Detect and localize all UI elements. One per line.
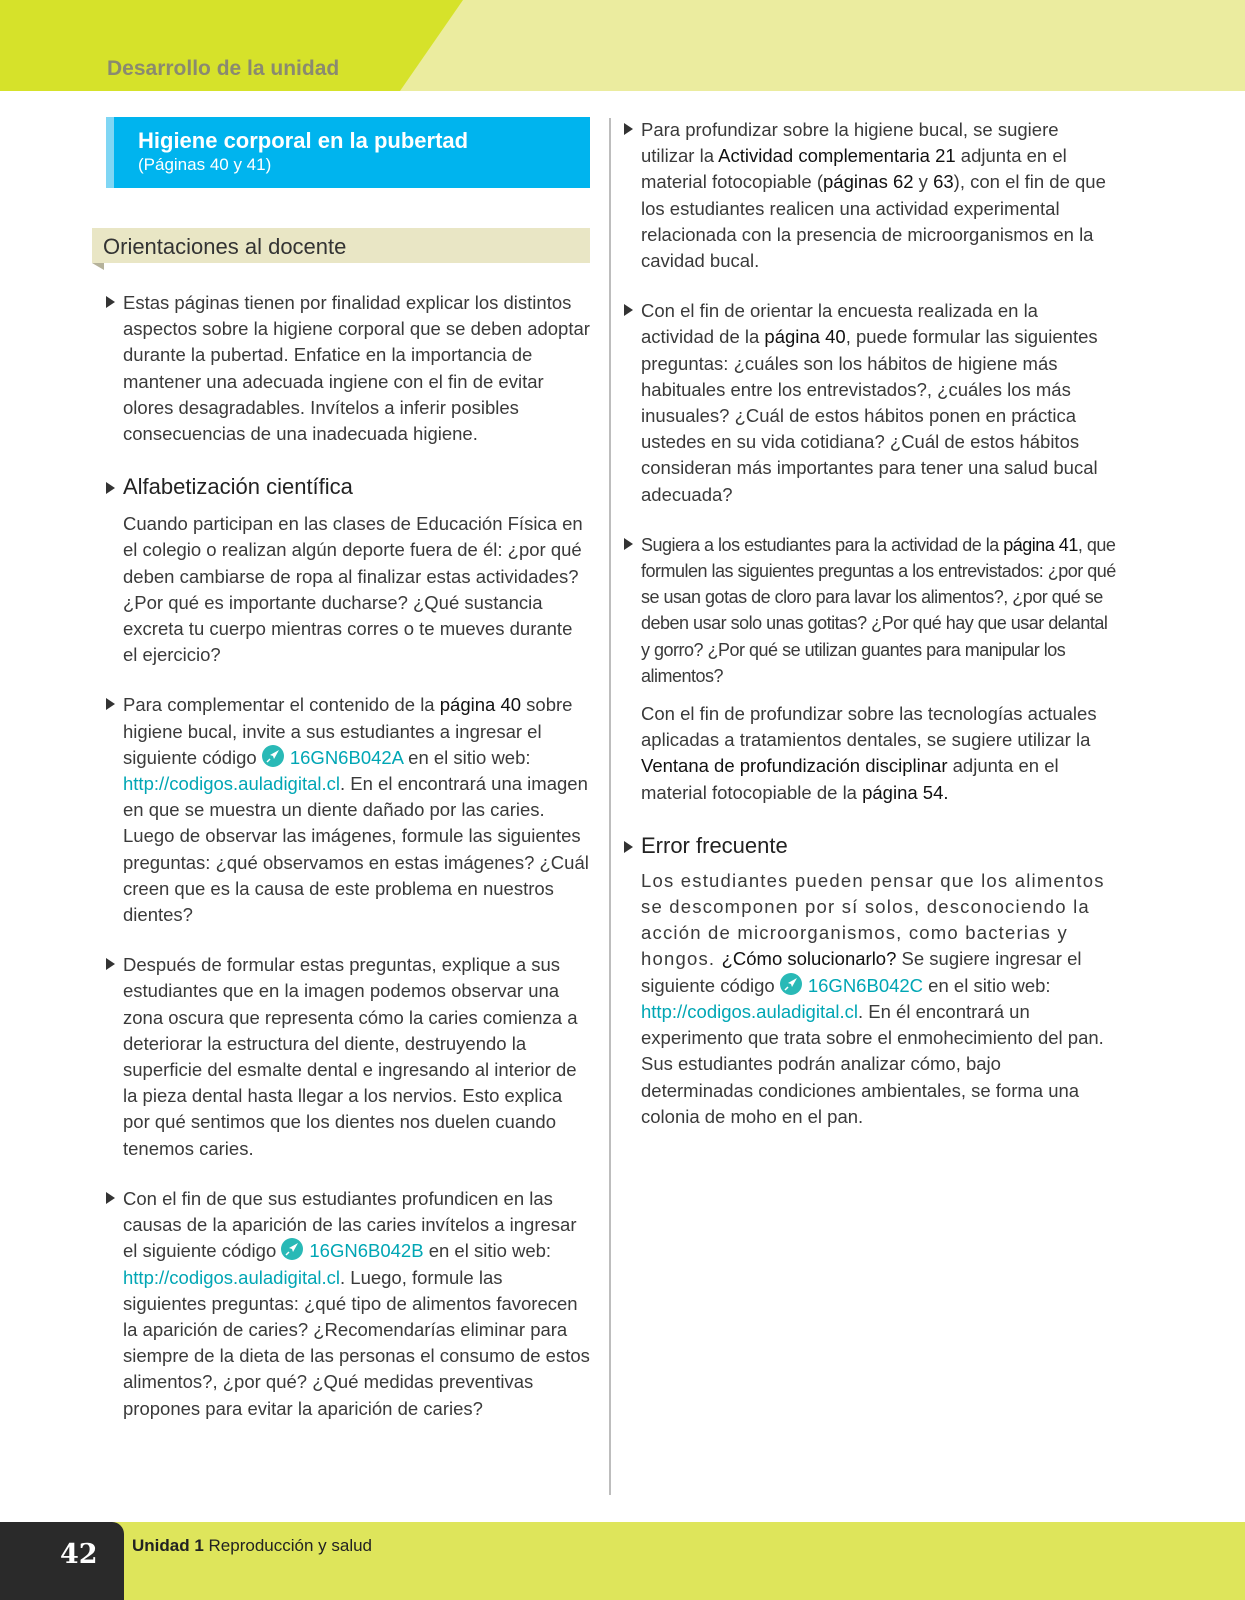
bullet-arrow-icon — [624, 304, 633, 316]
unit-name: Reproducción y salud — [208, 1536, 373, 1555]
text-run: Con el fin de profundizar sobre las tecnologías actuales aplicadas a tratamientos dentales, se sugiere utilizar la — [641, 703, 1097, 751]
text-run: Con el fin de orientar la encuesta realizada en la actividad de la — [641, 300, 1038, 348]
text-run: Sugiera a los estudiantes para la actividad de la — [641, 534, 1004, 555]
paragraph-text: Después de formular estas preguntas, explique a sus estudiantes que en la imagen podemos observar una zona oscura que representa cómo la caries comienza a deteriorar la estructura del diente, destruyendo la superficie del esmalte dental e ingresando al interior de la pieza dental hasta llegar a los nervios. Esto explica por qué sentimos que los dientes nos duelen cuando tenemos caries. — [123, 954, 578, 1159]
code-16GN6B042C: 16GN6B042C — [807, 974, 924, 996]
right-column — [624, 117, 1116, 1130]
paragraph-intro — [106, 290, 590, 447]
text-run: . Luego, formule las siguientes preguntas: ¿qué tipo de alimentos favorecen la aparición de caries? ¿Recomendarías eliminar para siempre de la dieta de las personas el consumo de estos alimentos?, ¿por qué? ¿Qué medidas preventivas propones para evitar la aparición de caries? — [123, 1266, 590, 1419]
page-reference: 63 — [933, 171, 954, 193]
header-band — [0, 0, 1245, 91]
auladigital-link[interactable]: http://codigos.auladigital.cl — [123, 773, 340, 795]
bullet-arrow-icon — [106, 958, 115, 970]
bullet-arrow-icon — [106, 296, 115, 308]
solution-question: ¿Cómo solucionarlo? — [721, 948, 897, 970]
auladigital-link[interactable]: http://codigos.auladigital.cl — [123, 1266, 340, 1288]
topic-box — [106, 117, 590, 188]
paragraph-entrevistados — [624, 532, 1116, 689]
page-reference: página 40 — [439, 694, 522, 716]
alfabetizacion-heading — [106, 473, 590, 501]
topic-pages: (Páginas 40 y 41) — [138, 155, 272, 174]
text-run: . En el encontrará una imagen en que se muestra un diente dañado por las caries. Luego de observar las imágenes, formule las siguientes preguntas: ¿qué observamos en estas imágenes? ¿Cuál creen que es la causa de este problema en nuestros dientes? — [123, 773, 589, 926]
text-run: Los estudiantes pueden pensar que los alimentos se descomponen por sí solos, desconociendo la acción de microorganismos, como bacterias y hongos. — [641, 869, 1105, 970]
page-reference: página 41 — [1003, 534, 1078, 555]
text-run: . En él encontrará un experimento que trata sobre el enmohecimiento del pan. Sus estudiantes podrán analizar cómo, bajo determinadas condiciones ambientales, se forma una colonia de moho en el pan. — [641, 1000, 1104, 1127]
text-run: adjunta en el material fotocopiable de la — [641, 755, 1059, 803]
footer-unit — [132, 1536, 372, 1556]
bullet-arrow-icon — [624, 123, 633, 135]
error-frecuente-text — [624, 868, 1116, 1130]
bullet-arrow-icon — [624, 841, 633, 853]
auladigital-link[interactable]: http://codigos.auladigital.cl — [641, 1000, 858, 1022]
text-run: Para complementar el contenido de la — [123, 694, 440, 716]
left-column — [103, 117, 590, 1422]
text-run: en el sitio web: — [423, 1240, 552, 1262]
bullet-arrow-icon — [106, 698, 115, 710]
text-run: en el sitio web: — [403, 746, 531, 768]
text-run: en el sitio web: — [923, 974, 1051, 996]
topic-title: Higiene corporal en la pubertad — [138, 128, 469, 153]
page-reference: páginas 62 — [823, 171, 914, 193]
code-16GN6B042A: 16GN6B042A — [289, 746, 404, 768]
text-run: Con el fin de que sus estudiantes profundicen en las causas de la aparición de las caries invítelos a ingresar el siguiente código — [123, 1187, 577, 1262]
code-16GN6B042B: 16GN6B042B — [309, 1240, 424, 1262]
alfabetizacion-text — [106, 511, 590, 668]
orientaciones-title: Orientaciones al docente — [103, 234, 347, 259]
unit-label: Unidad 1 — [132, 1536, 204, 1555]
rocket-icon — [780, 973, 802, 995]
footer-band — [0, 1522, 1245, 1600]
text-run: sobre higiene bucal, invite a sus estudiantes a ingresar el siguiente código — [123, 694, 573, 768]
paragraph-text: Cuando participan en las clases de Educación Física en el colegio o realizan algún deporte fuera de él: ¿por qué deben cambiarse de ropa al finalizar estas actividades? ¿Por qué es importante ducharse? ¿Qué sustancia excreta tu cuerpo mientras corres o te mueves durante el ejercicio? — [123, 513, 583, 666]
paragraph-code-b — [106, 1186, 590, 1422]
bullet-arrow-icon — [106, 482, 115, 494]
column-divider — [609, 118, 611, 1495]
text-run: ), con el fin de que los estudiantes realicen una actividad experimental relacionada con la presencia de microorganismos en la cavidad bucal. — [641, 171, 1106, 272]
ventana-reference: Ventana de profundización disciplinar — [641, 755, 948, 777]
rocket-icon — [262, 745, 284, 767]
page-number-box — [0, 1522, 124, 1600]
paragraph-code-a — [106, 692, 590, 928]
page-reference: página 40 — [764, 326, 846, 348]
page-number: 42 — [60, 1539, 98, 1570]
text-run: , puede formular las siguientes preguntas: ¿cuáles son los hábitos de higiene más habituales entre los entrevistados?, ¿cuáles los más inusuales? ¿Cuál de estos hábitos ponen en práctica ustedes en su vida cotidiana? ¿Cuál de estos hábitos consideran más importantes para tener una salud bucal adecuada? — [641, 326, 1098, 505]
bullet-arrow-icon — [106, 1192, 115, 1204]
orientaciones-heading — [92, 228, 590, 263]
paragraph-text: Estas páginas tienen por finalidad explicar los distintos aspectos sobre la higiene corporal que se deben adoptar durante la pubertad. Enfatice en la importancia de mantener una adecuada ingiene con el fin de evitar olores desagradables. Invítelos a inferir posibles consecuencias de una inadecuada higiene. — [123, 292, 590, 445]
text-run: y — [913, 171, 934, 193]
rocket-icon — [281, 1238, 303, 1260]
heading-text: Error frecuente — [641, 832, 788, 858]
activity-reference: Actividad complementaria 21 — [718, 145, 956, 167]
error-frecuente-heading — [624, 832, 1116, 860]
text-run: , que formulen las siguientes preguntas a los entrevistados: ¿por qué se usan gotas de cloro para lavar los alimentos?, ¿por qué se deben usar solo unas gotitas? ¿Por qué hay que usar delantal y gorro? ¿Por qué se utilizan guantes para manipular los alimentos? — [641, 534, 1116, 686]
heading-text: Alfabetización científica — [123, 474, 353, 500]
text-run: Se sugiere ingresar el siguiente código — [641, 948, 1082, 996]
paragraph-actividad — [624, 117, 1116, 274]
bullet-arrow-icon — [624, 538, 633, 550]
paragraph-encuesta — [624, 298, 1116, 508]
section-title: Desarrollo de la unidad — [107, 57, 340, 80]
paragraph-caries — [106, 952, 590, 1162]
paragraph-tecnologias — [624, 701, 1116, 806]
text-run: adjunta en el material fotocopiable ( — [641, 145, 1067, 193]
text-run: Para profundizar sobre la higiene bucal, se sugiere utilizar la — [641, 119, 1059, 167]
page-reference: página 54. — [862, 781, 949, 803]
fold-decoration — [92, 263, 104, 270]
